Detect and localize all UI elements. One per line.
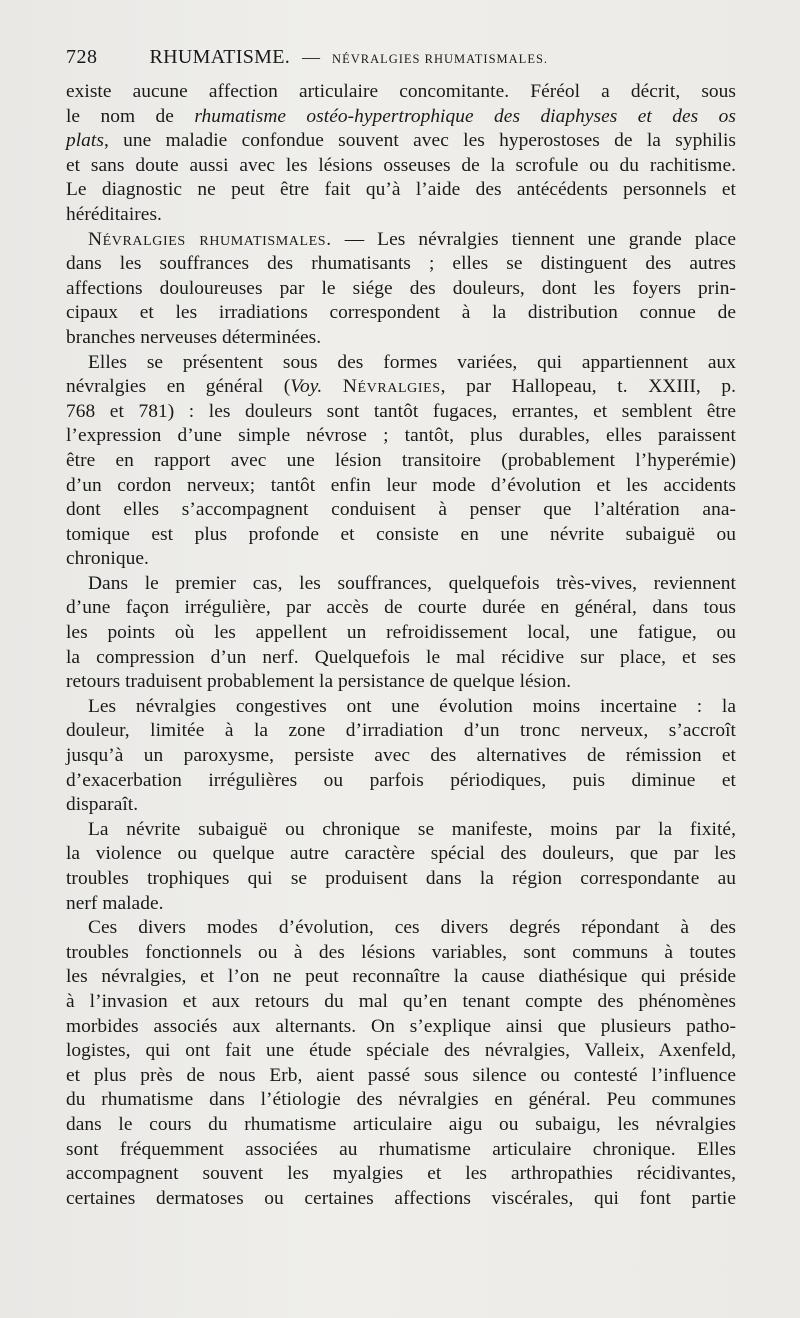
text-segment: branches nerveuses déterminées.: [66, 326, 322, 348]
text-segment: chronique.: [66, 548, 149, 570]
text-segment: la violence ou quelque autre caractère spécial des douleurs, que par les: [66, 843, 736, 865]
header-separator: —: [302, 47, 321, 67]
text-segment: Les névralgies congestives ont une évolution moins incertaine : la: [88, 695, 736, 717]
text-segment: dont elles s’accompagnent conduisent à penser que l’altération ana-: [66, 499, 736, 521]
text-line: [66, 178, 736, 203]
text-segment: les points où les appellent un refroidissement local, une fatigue, ou: [66, 622, 736, 644]
text-line: [66, 842, 736, 867]
text-line: [66, 228, 736, 253]
text-line: [66, 1064, 736, 1089]
text-segment: — Les névralgies tiennent une grande place: [331, 228, 736, 250]
text-segment: et plus près de nous Erb, aient passé sous silence ou contesté l’influence: [66, 1064, 736, 1086]
text-line: [66, 769, 736, 794]
text-segment: être en rapport avec une lésion transitoire (probablement l’hyperémie): [66, 449, 736, 471]
text-segment: disparaît.: [66, 794, 139, 816]
text-line: [66, 252, 736, 277]
text-line: [66, 498, 736, 523]
text-segment: et sans doute aussi avec les lésions osseuses de la scrofule ou du rachitisme.: [66, 154, 736, 176]
text-segment: Névralgies rhumatismales.: [88, 228, 332, 250]
text-line: [66, 744, 736, 769]
text-line: [66, 449, 736, 474]
text-line: [66, 523, 736, 548]
text-segment: logistes, qui ont fait une étude spéciale des névralgies, Valleix, Axenfeld,: [66, 1040, 736, 1062]
text-segment: cipaux et les irradiations correspondent à la distribution connue de: [66, 302, 736, 324]
text-segment: Voy.: [290, 376, 323, 398]
text-line: [66, 990, 736, 1015]
text-line: [66, 1015, 736, 1040]
text-segment: dans les souffrances des rhumatisants ; elles se distinguent des autres: [66, 253, 736, 275]
text-segment: tomique est plus profonde et consiste en une névrite subaiguë ou: [66, 523, 736, 545]
text-segment: les névralgies, et l’on ne peut reconnaître la cause diathésique qui préside: [66, 966, 736, 988]
text-line: [66, 892, 736, 917]
text-line: [66, 621, 736, 646]
text-line: [66, 154, 736, 179]
running-subtitle: NÉVRALGIES RHUMATISMALES.: [332, 52, 549, 66]
text-segment: jusqu’à un paroxysme, persiste avec des alternatives de rémission et: [66, 745, 736, 767]
text-line: [66, 572, 736, 597]
text-segment: accompagnent souvent les myalgies et les arthropathies récidivantes,: [66, 1163, 736, 1185]
text-line: [66, 965, 736, 990]
text-line: [66, 941, 736, 966]
text-line: [66, 326, 736, 351]
text-segment: , une maladie confondue souvent avec les hyperostoses de la syphilis: [103, 130, 736, 152]
text-line: [66, 277, 736, 302]
text-line: [66, 105, 736, 130]
text-segment: d’exacerbation irrégulières ou parfois périodiques, puis diminue et: [66, 769, 736, 791]
text-segment: Dans le premier cas, les souffrances, quelquefois très-vives, reviennent: [88, 572, 736, 594]
running-title: RHUMATISME.: [149, 46, 291, 68]
text-segment: l’expression d’une simple névrose ; tantôt, plus durables, elles paraissent: [66, 425, 736, 447]
text-segment: héréditaires.: [66, 203, 162, 225]
text-line: [66, 1113, 736, 1138]
text-line: [66, 719, 736, 744]
text-segment: existe aucune affection articulaire concomitante. Féréol a décrit, sous: [66, 81, 736, 102]
text-line: [66, 646, 736, 671]
text-line: [66, 80, 736, 105]
text-segment: affections douloureuses par le siége des douleurs, dont les foyers prin-: [66, 277, 736, 299]
text-segment: sont fréquemment associées au rhumatisme articulaire chronique. Elles: [66, 1138, 736, 1160]
text-segment: rhumatisme ostéo-hypertrophique des diaphyses et des os: [194, 105, 736, 127]
text-segment: La névrite subaiguë ou chronique se manifeste, moins par la fixité,: [88, 818, 736, 840]
text-segment: 768 et 781) : les douleurs sont tantôt fugaces, errantes, et semblent être: [66, 400, 736, 422]
text-segment: troubles trophiques qui se produisent dans la région correspondante au: [66, 868, 736, 889]
text-segment: Névralgies: [342, 376, 441, 398]
text-segment: Le diagnostic ne peut être fait qu’à l’aide des antécédents personnels et: [66, 179, 736, 201]
text-line: [66, 1138, 736, 1163]
text-segment: névralgies en général (: [66, 376, 291, 398]
running-header: [66, 46, 736, 72]
text-line: [66, 793, 736, 818]
body-text: [66, 80, 736, 1211]
text-segment: du rhumatisme dans l’étiologie des névralgies en général. Peu communes: [66, 1089, 736, 1111]
text-line: [66, 1039, 736, 1064]
text-segment: nerf malade.: [66, 892, 164, 914]
text-segment: douleur, limitée à la zone d’irradiation d’un tronc nerveux, s’accroît: [66, 720, 736, 742]
text-line: [66, 1187, 736, 1212]
page-number: 728: [66, 46, 98, 68]
text-segment: morbides associés aux alternants. On s’explique ainsi que plusieurs patho-: [66, 1015, 736, 1037]
text-segment: [322, 376, 343, 397]
text-segment: certaines dermatoses ou certaines affections viscérales, qui font partie: [66, 1187, 736, 1209]
text-segment: troubles fonctionnels ou à des lésions variables, sont communs à toutes: [66, 941, 736, 963]
text-line: [66, 1162, 736, 1187]
text-line: [66, 1088, 736, 1113]
text-line: [66, 818, 736, 843]
text-segment: dans le cours du rhumatisme articulaire aigu ou subaigu, les névralgies: [66, 1113, 736, 1135]
text-line: [66, 867, 736, 892]
text-line: [66, 547, 736, 572]
text-segment: à l’invasion et aux retours du mal qu’en tenant compte des phénomènes: [66, 990, 736, 1012]
text-segment: d’une façon irrégulière, par accès de courte durée en général, dans tous: [66, 597, 736, 619]
text-line: [66, 916, 736, 941]
text-segment: Elles se présentent sous des formes variées, qui appartiennent aux: [88, 351, 736, 373]
text-line: [66, 474, 736, 499]
text-segment: , par Hallopeau, t. XXIII, p.: [440, 376, 736, 398]
text-line: [66, 375, 736, 400]
text-line: [66, 400, 736, 425]
text-segment: Ces divers modes d’évolution, ces divers degrés répondant à des: [88, 917, 736, 939]
text-line: [66, 695, 736, 720]
text-segment: plats: [66, 130, 104, 152]
text-line: [66, 203, 736, 228]
text-segment: la compression d’un nerf. Quelquefois le mal récidive sur place, et ses: [66, 646, 736, 668]
text-line: [66, 670, 736, 695]
text-segment: retours traduisent probablement la persistance de quelque lésion.: [66, 671, 572, 693]
text-line: [66, 129, 736, 154]
text-line: [66, 351, 736, 376]
text-line: [66, 301, 736, 326]
text-line: [66, 596, 736, 621]
text-line: [66, 424, 736, 449]
text-segment: d’un cordon nerveux; tantôt enfin leur mode d’évolution et les accidents: [66, 474, 736, 496]
text-segment: le nom de: [66, 105, 195, 127]
